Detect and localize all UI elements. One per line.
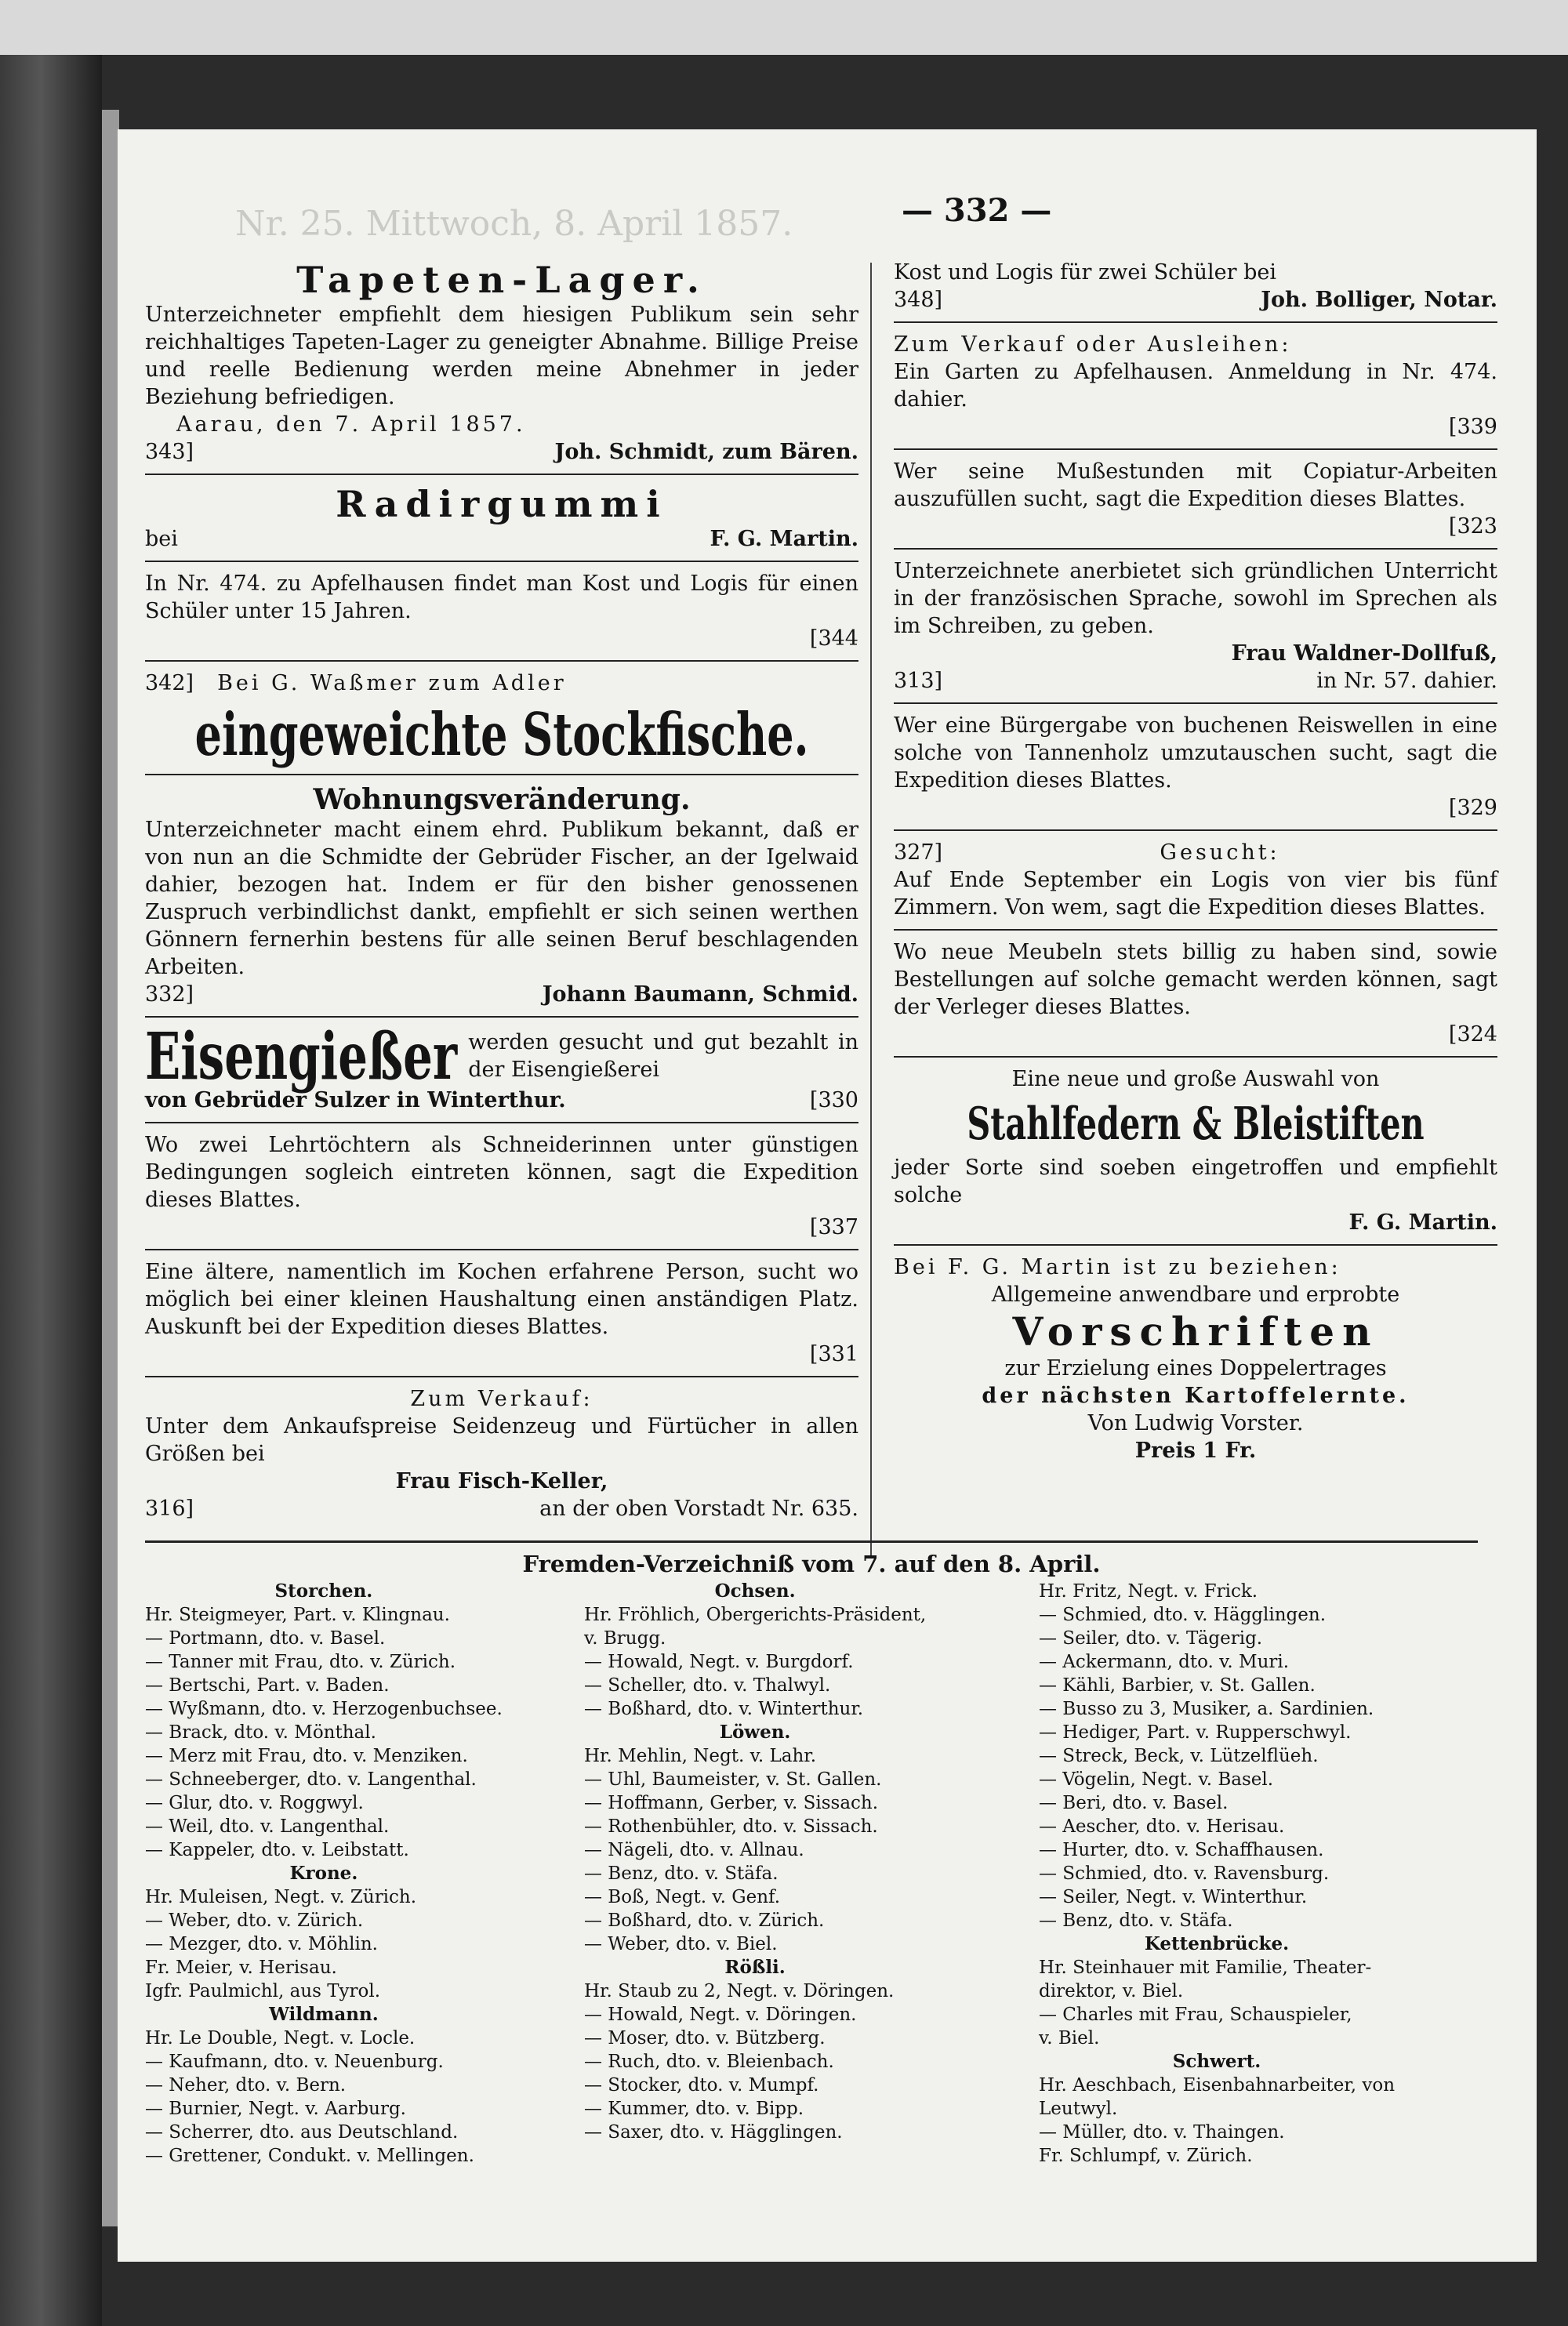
radirgummi-title: Radirgummi bbox=[336, 483, 668, 525]
stockfische-title: eingeweichte Stockfische. bbox=[194, 701, 809, 770]
ad-number: [337 bbox=[809, 1215, 858, 1239]
divider bbox=[145, 1249, 858, 1250]
franzoesisch-signer bbox=[894, 640, 1497, 667]
guest-entry: — Uhl, Baumeister, v. St. Gallen. bbox=[584, 1769, 882, 1790]
guest-entry: — Charles mit Frau, Schauspieler, bbox=[1039, 2005, 1352, 2025]
vorschriften-line3 bbox=[894, 1382, 1497, 1410]
guest-entry: — Schneeberger, dto. v. Langenthal. bbox=[145, 1769, 477, 1790]
guest-entry: — Hurter, dto. v. Schaffhausen. bbox=[1039, 1840, 1324, 1860]
verkauf-title: Zum Verkauf: bbox=[410, 1387, 593, 1411]
ad-number: [331 bbox=[809, 1342, 858, 1366]
guest-entry: Hr. Staub zu 2, Negt. v. Döringen. bbox=[584, 1981, 895, 2001]
divider bbox=[145, 561, 858, 562]
gesucht-title: Gesucht: bbox=[1160, 840, 1280, 865]
stahlfedern-body: jeder Sorte sind soeben eingetroffen und empfiehlt solche bbox=[894, 1156, 1497, 1207]
hotel-name: Wildmann. bbox=[269, 2004, 379, 2025]
guest-entry: — Brack, dto. v. Mönthal. bbox=[145, 1722, 376, 1743]
guest-entry: — Seiler, dto. v. Tägerig. bbox=[1039, 1628, 1263, 1649]
fremden-column-1 bbox=[145, 1580, 503, 2168]
vorschriften-author: Von Ludwig Vorster. bbox=[1087, 1411, 1304, 1435]
guest-entry: Hr. Steigmeyer, Part. v. Klingnau. bbox=[145, 1605, 450, 1625]
divider bbox=[145, 1376, 858, 1377]
guest-entry: — Busso zu 3, Musiker, a. Sardinien. bbox=[1039, 1699, 1374, 1719]
guest-entry: — Hediger, Part. v. Rupperschwyl. bbox=[1039, 1722, 1352, 1743]
schneiderinnen-text: Wo zwei Lehrtöchtern als Schneiderinnen unter günstigen Bedingungen sogleich eintreten können, sagt die Expedition dieses Blattes. bbox=[145, 1133, 858, 1212]
guest-entry: — Weber, dto. v. Biel. bbox=[584, 1934, 778, 1954]
guest-entry: — Neher, dto. v. Bern. bbox=[145, 2075, 347, 2096]
guest-entry: — Schmied, dto. v. Hägglingen. bbox=[1039, 1605, 1327, 1625]
guest-entry: — Howald, Negt. v. Burgdorf. bbox=[584, 1652, 854, 1672]
fremden-title bbox=[145, 1551, 1478, 1578]
signer: Frau Waldner-Dollfuß, bbox=[1231, 641, 1497, 666]
ad-number: 316] bbox=[145, 1497, 194, 1521]
guest-entry: — Kähli, Barbier, v. St. Gallen. bbox=[1039, 1675, 1316, 1696]
eisen-block bbox=[145, 1018, 858, 1094]
signer: F. G. Martin. bbox=[1348, 1210, 1497, 1235]
guest-entry: — Ackermann, dto. v. Muri. bbox=[1039, 1652, 1290, 1672]
franzoesisch-text: Unterzeichnete anerbietet sich gründlichen Unterricht in der französischen Sprache, sowohl im Sprechen als im Schreiben, zu geben. bbox=[894, 559, 1497, 638]
page-number: — 332 — bbox=[902, 192, 1052, 229]
divider bbox=[894, 548, 1497, 550]
ad-number: [339 bbox=[1448, 415, 1497, 439]
reiswellen-text: Wer eine Bürgergabe von buchenen Reiswellen in eine solche von Tannenholz umzutauschen sucht, sagt die Expedition dieses Blattes. bbox=[894, 713, 1497, 793]
radirgummi-by: bei bbox=[145, 527, 178, 551]
guest-entry: — Saxer, dto. v. Hägglingen. bbox=[584, 2122, 843, 2143]
guest-entry: Igfr. Paulmichl, aus Tyrol. bbox=[145, 1981, 381, 2001]
guest-entry: — Stocker, dto. v. Mumpf. bbox=[584, 2075, 819, 2096]
guest-entry: v. Biel. bbox=[1039, 2028, 1100, 2048]
book-edge bbox=[0, 55, 102, 2326]
hotel-name: Krone. bbox=[289, 1863, 358, 1884]
vorschriften-intro: Bei F. G. Martin ist zu beziehen: bbox=[894, 1255, 1341, 1279]
eisen-body: werden gesucht und gut bezahlt in der Eisengießerei bbox=[468, 1030, 858, 1082]
newspaper-page bbox=[118, 129, 1537, 2262]
ad-number: 332] bbox=[145, 982, 194, 1007]
signer: Joh. Schmidt, zum Bären. bbox=[554, 440, 858, 464]
guest-entry: — Moser, dto. v. Bützberg. bbox=[584, 2028, 826, 2048]
radirgummi-line bbox=[145, 525, 858, 553]
ad-number: 313] bbox=[894, 669, 943, 693]
guest-entry: — Boß, Negt. v. Genf. bbox=[584, 1887, 781, 1907]
bleed-through-text: Nr. 25. Mittwoch, 8. April 1857. bbox=[235, 204, 793, 244]
tapeten-date: Aarau, den 7. April 1857. bbox=[176, 412, 526, 437]
divider bbox=[145, 774, 858, 775]
guest-entry: — Wyßmann, dto. v. Herzogenbuchsee. bbox=[145, 1699, 503, 1719]
guest-entry: Hr. Aeschbach, Eisenbahnarbeiter, von bbox=[1039, 2075, 1396, 2096]
divider bbox=[145, 1122, 858, 1123]
verkauf-address: an der oben Vorstadt Nr. 635. bbox=[539, 1497, 858, 1521]
wohnung-body: Unterzeichneter macht einem ehrd. Publikum bekannt, daß er von nun an die Schmidte der Gebrüder Fischer, an der Igelwaid dahier, bezogen hat. Indem er für den bisher genossenen Zuspruch verbindlichst dankt, empfiehlt er sich seinen werthen Gönnern fernerhin bestens für alle seinen Beruf beschlagenden Arbeiten. bbox=[145, 818, 858, 979]
vorschriften-line1: Allgemeine anwendbare und erprobte bbox=[991, 1283, 1400, 1307]
divider bbox=[145, 660, 858, 662]
guest-entry: — Müller, dto. v. Thaingen. bbox=[1039, 2122, 1285, 2143]
guest-entry: — Kummer, dto. v. Bipp. bbox=[584, 2099, 804, 2119]
franzoesisch-address: in Nr. 57. dahier. bbox=[1316, 669, 1497, 693]
stahlfedern-intro: Eine neue und große Auswahl von bbox=[1011, 1067, 1380, 1091]
eisen-title: Eisengießer bbox=[145, 1018, 458, 1094]
guest-entry: — Mezger, dto. v. Möhlin. bbox=[145, 1934, 378, 1954]
vorschriften-line3-text: der nächsten Kartoffelernte. bbox=[982, 1384, 1410, 1408]
guest-entry: Hr. Fritz, Negt. v. Frick. bbox=[1039, 1581, 1258, 1602]
ad-number: [324 bbox=[1448, 1022, 1497, 1047]
guest-entry: Hr. Steinhauer mit Familie, Theater- bbox=[1039, 1958, 1372, 1978]
ad-number: 327] bbox=[894, 840, 943, 865]
guest-entry: — Merz mit Frau, dto. v. Menziken. bbox=[145, 1746, 468, 1766]
left-column bbox=[145, 259, 858, 1522]
meubeln-text: Wo neue Meubeln stets billig zu haben sind, sowie Bestellungen auf solche gemacht werden können, sagt der Verleger dieses Blattes. bbox=[894, 940, 1497, 1019]
guest-entry: — Portmann, dto. v. Basel. bbox=[145, 1628, 386, 1649]
vorschriften-title: Vorschriften bbox=[1012, 1308, 1379, 1355]
guest-entry: — Vögelin, Negt. v. Basel. bbox=[1039, 1769, 1274, 1790]
hotel-name: Kettenbrücke. bbox=[1144, 1933, 1290, 1954]
aeltere-text: Eine ältere, namentlich im Kochen erfahrene Person, sucht wo möglich bei einer kleinen Haushaltung einen anständigen Platz. Auskunft bei der Expedition dieses Blattes. bbox=[145, 1260, 858, 1339]
divider bbox=[145, 1540, 1478, 1543]
ad-number: 348] bbox=[894, 288, 943, 312]
kost-apfel-text: In Nr. 474. zu Apfelhausen findet man Kost und Logis für einen Schüler unter 15 Jahren. bbox=[145, 572, 858, 623]
guest-entry: — Hoffmann, Gerber, v. Sissach. bbox=[584, 1793, 879, 1813]
guest-entry: Fr. Schlumpf, v. Zürich. bbox=[1039, 2146, 1253, 2166]
franzoesisch-address-line bbox=[894, 667, 1497, 695]
signer: Joh. Bolliger, Notar. bbox=[1261, 288, 1497, 312]
stahlfedern-signer bbox=[894, 1209, 1497, 1236]
ad-number: [344 bbox=[809, 626, 858, 651]
ad-number: [330 bbox=[809, 1088, 858, 1112]
divider bbox=[894, 448, 1497, 450]
verkauf-signer bbox=[145, 1468, 858, 1495]
guest-entry: v. Brugg. bbox=[584, 1628, 666, 1649]
tapeten-body: Unterzeichneter empfiehlt dem hiesigen Publikum sein sehr reichhaltiges Tapeten-Lager zu geneigter Abnahme. Billige Preise und reelle Bedienung werden meine Abnehmer in jeder Beziehung befriedigen. bbox=[145, 303, 858, 409]
divider bbox=[894, 702, 1497, 704]
guest-entry: — Ruch, dto. v. Bleienbach. bbox=[584, 2052, 834, 2072]
guest-entry: — Aescher, dto. v. Herisau. bbox=[1039, 1816, 1285, 1837]
guest-entry: — Howald, Negt. v. Döringen. bbox=[584, 2005, 857, 2025]
signer: Johann Baumann, Schmid. bbox=[542, 982, 858, 1007]
fremden-verzeichnis bbox=[145, 1533, 1478, 2166]
kost-schueler-text: Kost und Logis für zwei Schüler bei bbox=[894, 260, 1276, 285]
guest-entry: — Streck, Beck, v. Lützelflüeh. bbox=[1039, 1746, 1319, 1766]
price: Preis 1 Fr. bbox=[1134, 1439, 1257, 1463]
right-column bbox=[894, 259, 1497, 1464]
guest-entry: — Kappeler, dto. v. Leibstatt. bbox=[145, 1840, 409, 1860]
tapeten-sign-line bbox=[145, 438, 858, 466]
guest-entry: — Kaufmann, dto. v. Neuenburg. bbox=[145, 2052, 444, 2072]
guest-entry: Leutwyl. bbox=[1039, 2099, 1118, 2119]
hotel-name: Rößli. bbox=[724, 1957, 786, 1978]
garten-title: Zum Verkauf oder Ausleihen: bbox=[894, 332, 1292, 357]
guest-entry: — Rothenbühler, dto. v. Sissach. bbox=[584, 1816, 878, 1837]
divider bbox=[894, 1244, 1497, 1246]
guest-entry: — Bertschi, Part. v. Baden. bbox=[145, 1675, 390, 1696]
fremden-title-text: Fremden-Verzeichniß vom 7. auf den 8. April. bbox=[522, 1551, 1101, 1577]
guest-entry: — Glur, dto. v. Roggwyl. bbox=[145, 1793, 364, 1813]
scan-background-top bbox=[0, 0, 1568, 55]
guest-entry: — Boßhard, dto. v. Zürich. bbox=[584, 1911, 825, 1931]
stockfische-intro bbox=[145, 669, 858, 697]
fremden-column-3 bbox=[1039, 1580, 1395, 2168]
signer: Frau Fisch-Keller, bbox=[395, 1469, 608, 1493]
divider bbox=[145, 474, 858, 475]
guest-entry: — Grettener, Condukt. v. Mellingen. bbox=[145, 2146, 474, 2166]
guest-entry: Fr. Meier, v. Herisau. bbox=[145, 1958, 337, 1978]
hotel-name: Storchen. bbox=[274, 1580, 373, 1602]
divider bbox=[894, 829, 1497, 831]
verkauf-body: Unter dem Ankaufspreise Seidenzeug und Fürtücher in allen Größen bei bbox=[145, 1414, 858, 1466]
ad-number: [323 bbox=[1448, 514, 1497, 539]
stahlfedern-title: Stahlfedern & Bleistiften bbox=[967, 1097, 1425, 1150]
gesucht-head bbox=[894, 839, 1497, 866]
fremden-column-2 bbox=[584, 1580, 926, 2144]
guest-entry: — Seiler, Negt. v. Winterthur. bbox=[1039, 1887, 1308, 1907]
vorschriften-price bbox=[894, 1437, 1497, 1464]
guest-entry: — Boßhard, dto. v. Winterthur. bbox=[584, 1699, 864, 1719]
ad-number: 343] bbox=[145, 440, 194, 464]
gesucht-body: Auf Ende September ein Logis von vier bis fünf Zimmern. Von wem, sagt die Expedition dieses Blattes. bbox=[894, 868, 1497, 920]
verkauf-address-line bbox=[145, 1495, 858, 1522]
divider bbox=[894, 929, 1497, 931]
copiatur-text: Wer seine Mußestunden mit Copiatur-Arbeiten auszufüllen sucht, sagt die Expedition dieses Blattes. bbox=[894, 459, 1497, 511]
ad-number: 342] bbox=[145, 671, 194, 695]
guest-entry: direktor, v. Biel. bbox=[1039, 1981, 1184, 2001]
guest-entry: — Schmied, dto. v. Ravensburg. bbox=[1039, 1863, 1330, 1884]
radirgummi-seller: F. G. Martin. bbox=[710, 527, 858, 551]
ad-number: [329 bbox=[1448, 796, 1497, 820]
guest-entry: — Tanner mit Frau, dto. v. Zürich. bbox=[145, 1652, 456, 1672]
guest-entry: — Scherrer, dto. aus Deutschland. bbox=[145, 2122, 459, 2143]
guest-entry: — Benz, dto. v. Stäfa. bbox=[1039, 1911, 1233, 1931]
column-separator bbox=[870, 263, 872, 1556]
guest-entry: — Weber, dto. v. Zürich. bbox=[145, 1911, 364, 1931]
vorschriften-line2: zur Erzielung eines Doppelertrages bbox=[1004, 1356, 1387, 1381]
eisen-company: von Gebrüder Sulzer in Winterthur. bbox=[145, 1088, 566, 1112]
guest-entry: — Benz, dto. v. Stäfa. bbox=[584, 1863, 779, 1884]
wohnung-sign-line bbox=[145, 981, 858, 1008]
guest-entry: Hr. Muleisen, Negt. v. Zürich. bbox=[145, 1887, 417, 1907]
hotel-name: Ochsen. bbox=[714, 1580, 796, 1602]
guest-entry: — Beri, dto. v. Basel. bbox=[1039, 1793, 1229, 1813]
guest-entry: Hr. Le Double, Negt. v. Locle. bbox=[145, 2028, 416, 2048]
hotel-name: Löwen. bbox=[719, 1722, 791, 1743]
tapeten-title: Tapeten-Lager. bbox=[296, 259, 707, 301]
guest-entry: — Burnier, Negt. v. Aarburg. bbox=[145, 2099, 406, 2119]
divider bbox=[894, 321, 1497, 323]
garten-body: Ein Garten zu Apfelhausen. Anmeldung in Nr. 474. dahier. bbox=[894, 360, 1497, 412]
guest-entry: — Nägeli, dto. v. Allnau. bbox=[584, 1840, 804, 1860]
stockfische-intro-text: Bei G. Waßmer zum Adler bbox=[217, 671, 567, 695]
page-spine bbox=[102, 110, 119, 2226]
divider bbox=[894, 1056, 1497, 1058]
guest-entry: — Weil, dto. v. Langenthal. bbox=[145, 1816, 390, 1837]
kost-schueler-sign bbox=[894, 286, 1497, 314]
guest-entry: Hr. Mehlin, Negt. v. Lahr. bbox=[584, 1746, 817, 1766]
guest-entry: — Scheller, dto. v. Thalwyl. bbox=[584, 1675, 831, 1696]
wohnung-title: Wohnungsveränderung. bbox=[313, 783, 691, 816]
hotel-name: Schwert. bbox=[1172, 2051, 1261, 2072]
guest-entry: Hr. Fröhlich, Obergerichts-Präsident, bbox=[584, 1605, 927, 1625]
